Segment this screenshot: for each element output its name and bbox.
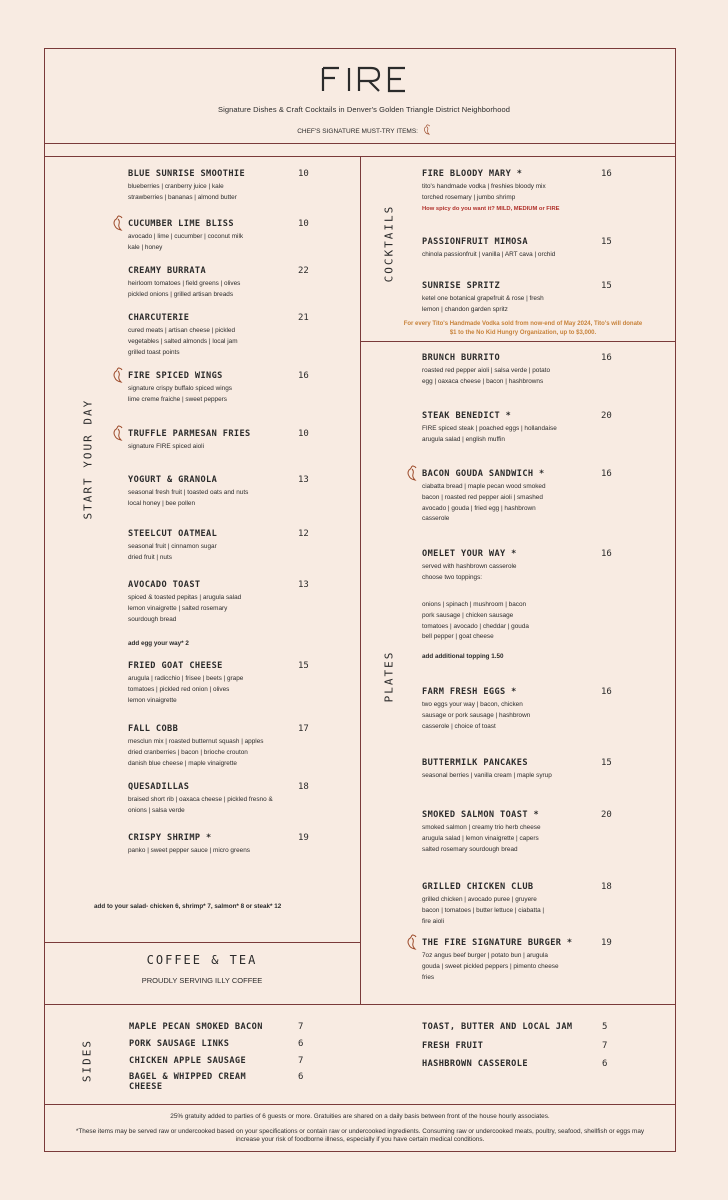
menu-item-price: 16 bbox=[601, 169, 612, 179]
menu-item-name: FIRE BLOODY MARY * bbox=[422, 169, 523, 179]
description-line: egg | oaxaca cheese | bacon | hashbrowns bbox=[422, 377, 544, 385]
description-line: choose two toppings: bbox=[422, 573, 483, 581]
description-line: lemon | chandon garden spritz bbox=[422, 305, 508, 313]
menu-item-description bbox=[422, 294, 622, 316]
menu-item-name: SMOKED SALMON TOAST * bbox=[422, 810, 540, 820]
chili-icon bbox=[112, 367, 124, 383]
description-line: kale | honey bbox=[128, 243, 163, 251]
side-item-price: 5 bbox=[602, 1022, 608, 1032]
description-line: grilled toast points bbox=[128, 348, 180, 356]
description-line: gouda | sweet pickled peppers | pimento cheese bbox=[422, 962, 559, 970]
menu-item-description bbox=[128, 488, 318, 510]
menu-item-description bbox=[422, 895, 622, 927]
description-line: sausage or pork sausage | hashbrown bbox=[422, 711, 531, 719]
menu-item-description bbox=[422, 366, 622, 388]
menu-item-name: FIRE SPICED WINGS bbox=[128, 371, 223, 381]
menu-item bbox=[422, 411, 622, 446]
menu-item-price: 12 bbox=[298, 529, 309, 539]
menu-item-price: 15 bbox=[601, 758, 612, 768]
description-line: avocado | lime | cucumber | coconut milk bbox=[128, 233, 244, 240]
menu-item-description bbox=[128, 182, 318, 204]
raw-food-warning bbox=[44, 1128, 676, 1143]
description-line: strawberries | bananas | almond butter bbox=[128, 193, 237, 201]
menu-item-description bbox=[422, 424, 622, 446]
side-name-line: PORK SAUSAGE LINKS bbox=[129, 1039, 230, 1049]
description-line: seasonal fruit | cinnamon sugar bbox=[128, 543, 217, 550]
menu-item-description bbox=[422, 482, 622, 525]
menu-item-name: OMELET YOUR WAY * bbox=[422, 549, 517, 559]
fire-logo bbox=[0, 64, 728, 98]
menu-item-price: 10 bbox=[298, 169, 309, 179]
menu-item-name: BLUE SUNRISE SMOOTHIE bbox=[128, 169, 246, 179]
menu-item-name: FRIED GOAT CHEESE bbox=[128, 661, 223, 671]
menu-item bbox=[128, 266, 318, 301]
side-item-price: 6 bbox=[298, 1039, 304, 1049]
description-line: chinola passionfruit | vanilla | ART cava | orchid bbox=[422, 251, 556, 258]
side-item-name bbox=[129, 1072, 246, 1092]
divider bbox=[44, 1004, 676, 1005]
menu-item-name: THE FIRE SIGNATURE BURGER * bbox=[422, 938, 573, 948]
signature-note-label: CHEF'S SIGNATURE MUST-TRY ITEMS: bbox=[297, 128, 418, 135]
description-line: signature FIRE spiced aioli bbox=[128, 443, 205, 450]
description-line: braised short rib | oaxaca cheese | pickled fresno & bbox=[128, 796, 273, 803]
menu-item-name: STEAK BENEDICT * bbox=[422, 411, 512, 421]
side-item-name: FRESH FRUIT bbox=[422, 1041, 484, 1051]
side-name-line: CHEESE bbox=[129, 1082, 163, 1092]
menu-item-price: 18 bbox=[298, 782, 309, 792]
description-line: avocado | gouda | fried egg | hashbrown bbox=[422, 504, 536, 512]
description-line: 7oz angus beef burger | potato bun | arugula bbox=[422, 952, 548, 959]
menu-item bbox=[128, 580, 318, 625]
side-item-price: 6 bbox=[602, 1059, 608, 1069]
menu-item-name: BACON GOUDA SANDWICH * bbox=[422, 469, 545, 479]
menu-item-price: 16 bbox=[601, 549, 612, 559]
side-item-name bbox=[129, 1056, 246, 1066]
menu-item bbox=[422, 687, 622, 732]
menu-item-price: 16 bbox=[601, 353, 612, 363]
section-sides: SIDES bbox=[80, 1038, 94, 1083]
description-line: onions | salsa verde bbox=[128, 806, 185, 814]
description-line: ketel one botanical grapefruit & rose | fresh bbox=[422, 295, 544, 302]
menu-item-description bbox=[422, 823, 622, 855]
menu-item-price: 20 bbox=[601, 411, 612, 421]
section-start-your-day: START YOUR DAY bbox=[81, 398, 95, 520]
description-line: torched rosemary | jumbo shrimp bbox=[422, 193, 516, 201]
add-salad-note: add to your salad- chicken 6, shrimp* 7, salmon* 8 or steak* 12 bbox=[94, 903, 282, 910]
description-line: casserole | choice of toast bbox=[422, 722, 496, 730]
description-line: signature crispy buffalo spiced wings bbox=[128, 385, 232, 392]
description-line: two eggs your way | bacon, chicken bbox=[422, 701, 523, 708]
menu-item-name: YOGURT & GRANOLA bbox=[128, 475, 218, 485]
menu-item-price: 22 bbox=[298, 266, 309, 276]
description-line: pickled onions | grilled artisan breads bbox=[128, 290, 234, 298]
raw-food-warning-line: increase your risk of foodborne illness, especially if you have certain medical conditions. bbox=[235, 1135, 485, 1143]
chili-icon bbox=[423, 124, 431, 135]
menu-item bbox=[422, 469, 622, 525]
menu-item-name: SUNRISE SPRITZ bbox=[422, 281, 501, 291]
menu-item-description bbox=[128, 384, 318, 406]
menu-item-name: STEELCUT OATMEAL bbox=[128, 529, 218, 539]
chili-icon bbox=[112, 425, 124, 441]
fire-logo-mark bbox=[319, 64, 409, 94]
description-line: lime creme fraiche | sweet peppers bbox=[128, 395, 227, 403]
raw-food-warning-line: *These items may be served raw or undercooked based on your specifications or contain raw or undercooked ingredients. Consuming raw or undercooked meats, poultry, seafood, shellfish or eggs may bbox=[75, 1128, 645, 1135]
menu-item-description bbox=[422, 700, 622, 732]
menu-item-description bbox=[128, 737, 318, 769]
menu-item-description bbox=[128, 795, 318, 817]
divider bbox=[44, 1104, 676, 1105]
menu-item-price: 10 bbox=[298, 219, 309, 229]
menu-item-price: 10 bbox=[298, 429, 309, 439]
menu-item-name: GRILLED CHICKEN CLUB bbox=[422, 882, 534, 892]
menu-item-price: 15 bbox=[601, 281, 612, 291]
menu-item-description bbox=[422, 182, 622, 204]
description-line: seasonal berries | vanilla cream | maple syrup bbox=[422, 772, 552, 779]
description-line: smoked salmon | creamy trio herb cheese bbox=[422, 824, 541, 831]
divider bbox=[44, 942, 360, 943]
menu-item-price: 19 bbox=[601, 938, 612, 948]
menu-item-price: 16 bbox=[298, 371, 309, 381]
chili-icon bbox=[406, 934, 418, 950]
description-line: bacon | roasted red pepper aioli | smashed bbox=[422, 493, 543, 501]
description-line: fries bbox=[422, 973, 435, 981]
menu-item bbox=[128, 371, 318, 406]
menu-item-price: 17 bbox=[298, 724, 309, 734]
side-item-price: 7 bbox=[298, 1056, 304, 1066]
menu-item-price: 18 bbox=[601, 882, 612, 892]
topping-line: pork sausage | chicken sausage bbox=[422, 611, 514, 619]
gratuity-note: 25% gratuity added to parties of 6 guests or more. Gratuities are shared on a daily basis between front of the house hourly associates. bbox=[170, 1113, 550, 1120]
side-item-name bbox=[129, 1022, 263, 1032]
description-line: arugula | radicchio | frisee | beets | grape bbox=[128, 675, 244, 682]
side-item-price: 7 bbox=[298, 1022, 304, 1032]
description-line: lemon vinaigrette | salted rosemary bbox=[128, 604, 228, 612]
menu-item-name: CREAMY BURRATA bbox=[128, 266, 207, 276]
menu-item bbox=[128, 529, 318, 564]
menu-item-description bbox=[422, 771, 622, 782]
side-item-price: 6 bbox=[298, 1072, 304, 1082]
menu-item-name: FALL COBB bbox=[128, 724, 179, 734]
menu-item bbox=[422, 758, 622, 782]
menu-item bbox=[128, 724, 318, 769]
description-line: tito's handmade vodka | freshies bloody mix bbox=[422, 183, 546, 190]
menu-item bbox=[128, 475, 318, 510]
menu-item-name: BRUNCH BURRITO bbox=[422, 353, 501, 363]
description-line: lemon vinaigrette bbox=[128, 696, 177, 704]
menu-item bbox=[422, 237, 622, 261]
titos-promo-note: For every Tito's Handmade Vodka sold from now-end of May 2024, Tito's will donate $1 to the No Kid Hungry Organization, up to $3,000. bbox=[403, 321, 643, 336]
side-item-name: TOAST, BUTTER AND LOCAL JAM bbox=[422, 1022, 573, 1032]
side-name-line: CHICKEN APPLE SAUSAGE bbox=[129, 1056, 247, 1066]
menu-item bbox=[422, 353, 622, 388]
description-line: sourdough bread bbox=[128, 615, 177, 623]
menu-item bbox=[422, 882, 622, 927]
description-line: blueberries | cranberry juice | kale bbox=[128, 183, 224, 190]
menu-item-price: 19 bbox=[298, 833, 309, 843]
menu-item bbox=[128, 661, 318, 706]
description-line: dried cranberries | bacon | brioche crouton bbox=[128, 748, 248, 756]
description-line: casserole bbox=[422, 515, 450, 523]
add-egg-note: add egg your way* 2 bbox=[128, 640, 189, 647]
menu-item-price: 16 bbox=[601, 469, 612, 479]
menu-item bbox=[128, 429, 318, 453]
description-line: grilled chicken | avocado puree | gruyere bbox=[422, 896, 537, 903]
menu-item bbox=[128, 782, 318, 817]
menu-item-name: PASSIONFRUIT MIMOSA bbox=[422, 237, 528, 247]
description-line: tomatoes | pickled red onion | olives bbox=[128, 685, 230, 693]
description-line: cured meats | artisan cheese | pickled bbox=[128, 327, 236, 334]
side-item-name bbox=[129, 1039, 229, 1049]
menu-item-description bbox=[128, 326, 318, 358]
menu-item bbox=[422, 549, 622, 584]
signature-note bbox=[0, 124, 728, 135]
menu-item-description bbox=[128, 232, 318, 254]
description-line: seasonal fresh fruit | toasted oats and nuts bbox=[128, 489, 249, 496]
coffee-tea-title: COFFEE & TEA bbox=[146, 953, 258, 967]
subtitle: Signature Dishes & Craft Cocktails in Denver's Golden Triangle District Neighborhood bbox=[217, 105, 511, 114]
description-line: heirloom tomatoes | field greens | olives bbox=[128, 280, 241, 287]
description-line: fire aioli bbox=[422, 917, 445, 925]
description-line: served with hashbrown casserole bbox=[422, 563, 517, 570]
description-line: FIRE spiced steak | poached eggs | hollandaise bbox=[422, 425, 557, 432]
description-line: arugula salad | english muffin bbox=[422, 435, 505, 443]
menu-item-description bbox=[422, 250, 622, 261]
topping-line: bell pepper | goat cheese bbox=[422, 633, 494, 641]
menu-item-price: 13 bbox=[298, 580, 309, 590]
description-line: spiced & toasted pepitas | arugula salad bbox=[128, 594, 242, 601]
menu-item-description bbox=[128, 442, 318, 453]
menu-item-price: 13 bbox=[298, 475, 309, 485]
column-divider bbox=[360, 156, 361, 1005]
side-name-line: MAPLE PECAN SMOKED BACON bbox=[129, 1022, 263, 1032]
menu-item-description bbox=[128, 846, 318, 857]
menu-item-name: CUCUMBER LIME BLISS bbox=[128, 219, 234, 229]
side-name-line: BAGEL & WHIPPED CREAM bbox=[129, 1072, 247, 1082]
menu-item-description bbox=[422, 562, 622, 584]
menu-item-name: CRISPY SHRIMP * bbox=[128, 833, 212, 843]
menu-item-description bbox=[128, 593, 318, 625]
description-line: panko | sweet pepper sauce | micro greens bbox=[128, 847, 250, 854]
menu-item bbox=[422, 169, 622, 204]
menu-item bbox=[128, 833, 318, 857]
menu-item-description bbox=[128, 542, 318, 564]
description-line: mesclun mix | roasted butternut squash | apples bbox=[128, 738, 264, 745]
chili-icon bbox=[112, 215, 124, 231]
section-cocktails: COCKTAILS bbox=[382, 204, 396, 283]
topping-line: tomatoes | avocado | cheddar | gouda bbox=[422, 622, 529, 630]
menu-item-description bbox=[128, 674, 318, 706]
menu-item bbox=[128, 169, 318, 204]
description-line: dried fruit | nuts bbox=[128, 553, 172, 561]
menu-item-name: TRUFFLE PARMESAN FRIES bbox=[128, 429, 251, 439]
menu-item bbox=[128, 219, 318, 254]
menu-item bbox=[422, 938, 622, 983]
menu-item-price: 15 bbox=[298, 661, 309, 671]
menu-item-description bbox=[422, 951, 622, 983]
menu-item-name: AVOCADO TOAST bbox=[128, 580, 201, 590]
spicy-level-note: How spicy do you want it? MILD, MEDIUM or FIRE bbox=[422, 206, 560, 212]
coffee-tea-subtitle: PROUDLY SERVING ILLY COFFEE bbox=[141, 976, 263, 985]
description-line: arugula salad | lemon vinaigrette | capers bbox=[422, 834, 539, 842]
side-item-name: HASHBROWN CASSEROLE bbox=[422, 1059, 528, 1069]
menu-item-price: 20 bbox=[601, 810, 612, 820]
omelet-toppings bbox=[422, 597, 622, 643]
topping-line: onions | spinach | mushroom | bacon bbox=[422, 601, 527, 608]
menu-item-name: CHARCUTERIE bbox=[128, 313, 190, 323]
description-line: salted rosemary sourdough bread bbox=[422, 845, 518, 853]
side-item-price: 7 bbox=[602, 1041, 608, 1051]
divider bbox=[44, 143, 676, 144]
additional-topping-note: add additional topping 1.50 bbox=[422, 653, 504, 660]
description-line: roasted red pepper aioli | salsa verde | potato bbox=[422, 367, 551, 374]
menu-item-name: BUTTERMILK PANCAKES bbox=[422, 758, 528, 768]
description-line: vegetables | salted almonds | local jam bbox=[128, 337, 238, 345]
menu-item-price: 21 bbox=[298, 313, 309, 323]
menu-item-description bbox=[128, 279, 318, 301]
description-line: danish blue cheese | maple vinaigrette bbox=[128, 759, 237, 767]
menu-item bbox=[128, 313, 318, 358]
menu-item-name: QUESADILLAS bbox=[128, 782, 190, 792]
description-line: ciabatta bread | maple pecan wood smoked bbox=[422, 483, 546, 490]
chili-icon bbox=[406, 465, 418, 481]
menu-item-name: FARM FRESH EGGS * bbox=[422, 687, 517, 697]
menu-item bbox=[422, 810, 622, 855]
section-plates: PLATES bbox=[382, 650, 396, 703]
menu-item bbox=[422, 281, 622, 316]
menu-item-price: 15 bbox=[601, 237, 612, 247]
description-line: bacon | tomatoes | butter lettuce | ciabatta | bbox=[422, 906, 545, 914]
description-line: local honey | bee pollen bbox=[128, 499, 196, 507]
menu-item-price: 16 bbox=[601, 687, 612, 697]
divider bbox=[360, 341, 676, 342]
